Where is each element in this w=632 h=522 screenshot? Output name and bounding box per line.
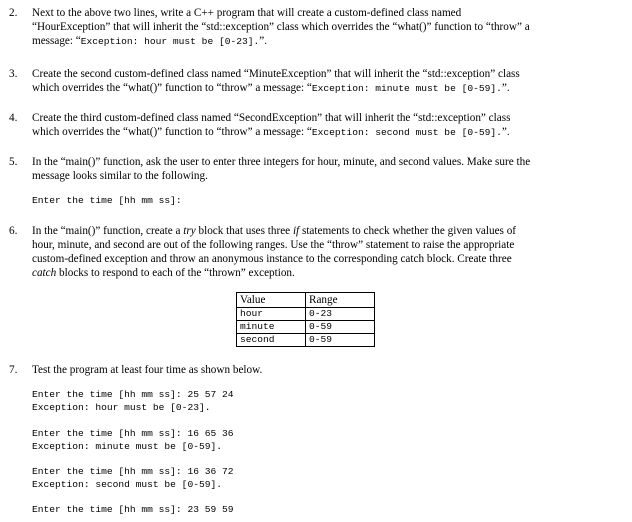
table-header-row xyxy=(237,293,375,308)
text-run: block that uses three xyxy=(195,225,293,237)
item-text xyxy=(32,6,607,49)
range-table xyxy=(236,292,375,347)
item-number: 2. xyxy=(9,7,18,19)
code-inline: Exception: hour must be [0-23]. xyxy=(80,36,260,47)
code-sample: Enter the time [hh mm ss]: xyxy=(32,195,182,206)
table-cell: minute xyxy=(237,321,306,334)
italic-run: catch xyxy=(32,267,57,279)
code-sample-line: Enter the time [hh mm ss]: 16 36 72 xyxy=(32,466,234,477)
item-line: custom-defined exception and throw an anonymous instance to the corresponding catch block. Create three xyxy=(32,253,512,265)
text-run: ”. xyxy=(259,35,268,47)
item-line: Create the third custom-defined class named “SecondException” that will inherit the “std::exception” class xyxy=(32,112,511,124)
table-cell: 0-23 xyxy=(306,308,375,321)
text-run: which overrides the “what()” function to “throw” a message: “ xyxy=(32,126,312,138)
text-run: statements to check whether the given values of xyxy=(299,225,517,237)
code-sample-line: Enter the time [hh mm ss]: 23 59 59 xyxy=(32,504,234,515)
table-row xyxy=(237,321,375,334)
item-line xyxy=(32,125,607,140)
table-cell: 0-59 xyxy=(306,321,375,334)
table-header-cell: Range xyxy=(309,293,338,306)
code-sample-line: Enter the time [hh mm ss]: 16 65 36 xyxy=(32,428,234,439)
table-header-cell: Value xyxy=(237,293,306,308)
item-line xyxy=(32,266,607,280)
item-text xyxy=(32,155,607,183)
text-run: which overrides the “what()” function to “throw” a message: “ xyxy=(32,82,312,94)
table-row xyxy=(237,308,375,321)
item-line: In the “main()” function, ask the user to enter three integers for hour, minute, and second values. Make sure the xyxy=(32,156,531,168)
item-text xyxy=(32,111,607,140)
item-number: 7. xyxy=(9,364,18,376)
item-number: 4. xyxy=(9,112,18,124)
code-sample-line: Exception: minute must be [0-59]. xyxy=(32,441,222,452)
table-cell: hour xyxy=(237,308,306,321)
table-cell: second xyxy=(237,334,306,347)
item-number: 5. xyxy=(9,156,18,168)
code-sample-line: Enter the time [hh mm ss]: 25 57 24 xyxy=(32,389,234,400)
code-inline: Exception: minute must be [0-59]. xyxy=(311,83,502,94)
item-text xyxy=(32,363,607,377)
text-run: ”. xyxy=(501,82,510,94)
text-run: ”. xyxy=(501,126,510,138)
item-number: 6. xyxy=(9,225,18,237)
item-text xyxy=(32,67,607,96)
item-line: message looks similar to the following. xyxy=(32,170,208,182)
item-line: hour, minute, and second are out of the following ranges. Use the “throw” statement to raise the appropriate xyxy=(32,239,515,251)
text-run: message: “ xyxy=(32,35,81,47)
code-sample-line: Exception: second must be [0-59]. xyxy=(32,479,222,490)
code-inline: Exception: second must be [0-59]. xyxy=(311,127,502,138)
item-line: Test the program at least four time as shown below. xyxy=(32,364,263,376)
text-run: In the “main()” function, create a xyxy=(32,225,184,237)
item-line: Create the second custom-defined class named “MinuteException” that will inherit the “std::exception” class xyxy=(32,68,520,80)
italic-run: try xyxy=(183,225,196,237)
item-line: Next to the above two lines, write a C++ program that will create a custom-defined class named xyxy=(32,7,462,19)
table-cell: 0-59 xyxy=(306,334,375,347)
code-sample-line: Exception: hour must be [0-23]. xyxy=(32,402,211,413)
text-run: blocks to respond to each of the “thrown” exception. xyxy=(56,267,295,279)
item-line xyxy=(32,81,607,96)
item-line: “HourException” that will inherit the “std::exception” class which overrides the “what()” function to “throw” a xyxy=(32,21,530,33)
item-line xyxy=(32,224,607,238)
item-line xyxy=(32,34,607,49)
italic-run: if xyxy=(292,225,300,237)
item-text xyxy=(32,224,607,280)
table-row xyxy=(237,334,375,347)
item-number: 3. xyxy=(9,68,18,80)
